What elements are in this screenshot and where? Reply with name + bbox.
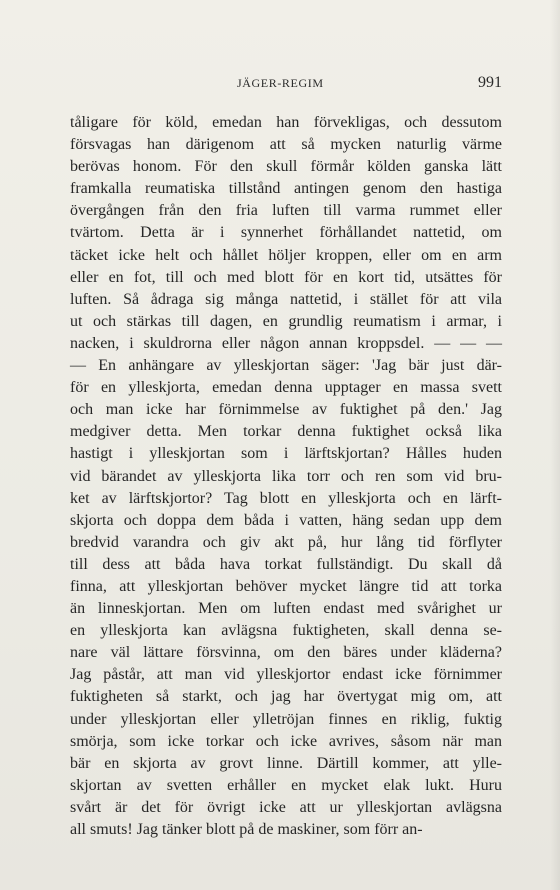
text-line: tvärtom. Detta är i synnerhet förhållandet nattetid, om [70, 224, 502, 242]
text-line: framkalla reumatiska tillstånd antingen genom den hastiga [70, 180, 502, 198]
page-header [70, 70, 502, 100]
text-line: finna, att ylleskjortan behöver mycket längre tid att torka [70, 577, 502, 595]
text-line: all smuts! Jag tänker blott på de maskiner, som förr an- [70, 821, 423, 838]
text-line: smörja, som icke torkar och icke avrives, såsom när man [70, 732, 502, 750]
page-number: 991 [478, 74, 502, 91]
body-text [70, 112, 502, 841]
text-line: försvagas han därigenom att så mycken naturlig värme [70, 136, 502, 154]
text-line: än linneskjortan. Men om luften endast med svårighet ur [70, 600, 502, 618]
text-line: nare väl lättare försvinna, om den bäres under kläderna? [70, 644, 502, 662]
text-line: — En anhängare av ylleskjortan säger: 'Jag bär just där- [70, 357, 502, 375]
text-line: skjortan av svetten erhåller en mycket elak lukt. Huru [70, 776, 502, 794]
text-line: ket av lärftskjortor? Tag blott en ylleskjorta och en lärft- [70, 489, 502, 507]
text-line: för en ylleskjorta, emedan denna upptager en massa svett [70, 379, 502, 397]
text-line: vid bärandet av ylleskjorta lika torr och ren som vid bru- [70, 467, 502, 485]
text-line: och man icke har förnimmelse av fuktighet på den.' Jag [70, 401, 502, 419]
text-line: nacken, i skuldrorna eller någon annan kroppsdel. — — — [70, 334, 502, 352]
running-head: JÄGER-REGIM [237, 76, 324, 90]
text-line: till dess att båda hava torkat fullständigt. Du skall då [70, 555, 502, 573]
text-line: en ylleskjorta kan avlägsna fuktigheten, skall denna se- [70, 622, 502, 640]
page-edge-shadow [550, 0, 560, 890]
text-line: bredvid varandra och giv akt på, hur lång tid förflyter [70, 533, 502, 551]
text-line: medgiver detta. Men torkar denna fuktighet också lika [70, 423, 502, 441]
text-line: berövas honom. För den skull förmår kölden ganska lätt [70, 158, 502, 176]
text-line: övergången från den fria luften till varma rummet eller [70, 202, 502, 220]
text-line: hastigt i ylleskjortan som i lärftskjortan? Hålles huden [70, 445, 502, 463]
text-line: eller en fot, till och med blott för en kort tid, utsättes för [70, 268, 502, 286]
text-line: bär en skjorta av grovt linne. Därtill kommer, att ylle- [70, 754, 502, 772]
text-line: fuktigheten så starkt, och jag har övertygat mig om, att [70, 688, 502, 706]
text-line: svårt är det för övrigt icke att ur ylleskjortan avlägsna [70, 798, 502, 816]
text-line: under ylleskjortan eller ylletröjan finnes en riklig, fuktig [70, 710, 502, 728]
text-line: ut och stärkas till dagen, en grundlig reumatism i armar, i [70, 312, 502, 330]
text-line: Jag påstår, att man vid ylleskjortor endast icke förnimmer [70, 666, 502, 684]
text-line: tåligare för köld, emedan han förvekligas, och dessutom [70, 114, 502, 131]
text-line: skjorta och doppa dem båda i vatten, häng sedan upp dem [70, 511, 502, 529]
text-line: täcket icke helt och hållet höljer kroppen, eller om en arm [70, 246, 502, 264]
text-line: luften. Så ådraga sig många nattetid, i stället för att vila [70, 290, 502, 308]
